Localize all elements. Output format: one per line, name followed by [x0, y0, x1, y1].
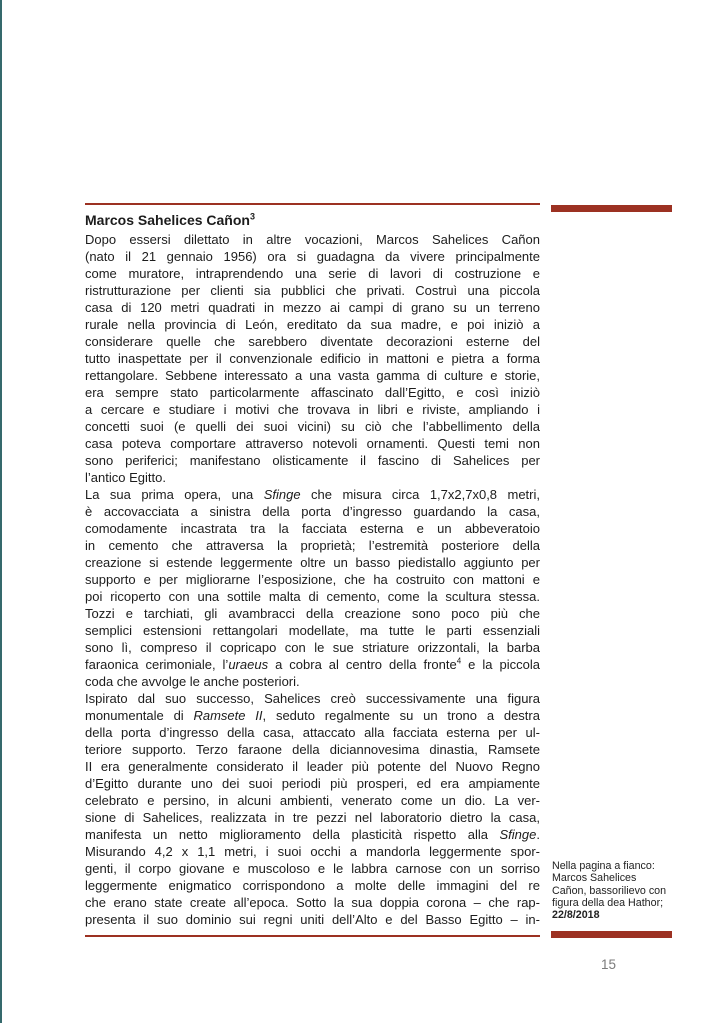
article-title: [85, 212, 255, 229]
body-line: sono periferici; manifestano olisticamente il fascino di Sahelices per: [85, 453, 540, 468]
body-line: a cercare e studiare i motivi che trovava in libri e riviste, ampliando i: [85, 402, 540, 417]
body-line: Dopo essersi dilettato in altre vocazioni, Marcos Sahelices Cañon: [85, 232, 540, 247]
page-edge-bar: [0, 0, 2, 1023]
caption-line: 22/8/2018: [552, 909, 600, 922]
body-line: sione di Sahelices, realizzata in tre pezzi nel laboratorio dietro la casa,: [85, 810, 540, 825]
caption-line: figura della dea Hathor;: [552, 896, 664, 909]
body-line: Ispirato dal suo successo, Sahelices creò successivamente una figura: [85, 691, 540, 706]
body-line: rurale nella provincia di León, ereditato da sua madre, e poi iniziò a: [85, 317, 540, 332]
body-line: coda che avvolge le anche posteriori.: [85, 674, 300, 689]
body-line: casa di 120 metri quadrati in mezzo ai campi di grano su un terreno: [85, 300, 540, 315]
body-line: (nato il 21 gennaio 1956) ora si guadagna da vivere principalmente: [85, 249, 540, 264]
title-footnote-ref: 3: [249, 211, 255, 222]
page-number: 15: [601, 957, 617, 972]
body-line: ristrutturazione per clienti sia pubblici che privati. Costruì una piccola: [85, 283, 540, 298]
body-line: l’antico Egitto.: [85, 470, 166, 485]
body-line: La sua prima opera, una Sfinge che misura circa 1,7x2,7x0,8 metri,: [85, 487, 540, 502]
body-line: manifesta un netto miglioramento della plasticità rispetto alla Sfinge.: [85, 827, 540, 842]
body-line: semplici estensioni rettangolari modellate, ma tutte le parti essenziali: [85, 623, 540, 638]
body-line: II era generalmente considerato il leader più potente del Nuovo Regno: [85, 759, 540, 774]
body-line: come muratore, intraprendendo una serie di lavori di costruzione e: [85, 266, 540, 281]
body-line: celebrato e persino, in alcuni ambienti, venerato come un dio. La ver-: [85, 793, 540, 808]
bottom-rule: [85, 935, 540, 937]
article-title-text: Marcos Sahelices Cañon: [85, 212, 250, 228]
body-line: era sempre stato particolarmente affascinato dall’Egitto, e così iniziò: [85, 385, 540, 400]
top-rule: [85, 203, 540, 205]
body-line: genti, il corpo giovane e muscoloso e le labbra carnose con un sorriso: [85, 861, 540, 876]
caption-line: Cañon, bassorilievo con: [552, 884, 667, 897]
body-line: presenta il suo dominio sui regni uniti dell’Alto e del Basso Egitto – in-: [85, 912, 540, 927]
body-line: leggermente enigmatico corrispondono a molte delle immagini del re: [85, 878, 540, 893]
body-line: supporto e per migliorarne l’esposizione, che ha costruito con mattoni e: [85, 572, 540, 587]
body-line: poi ricoperto con una sottile malta di cemento, come la scultura stessa.: [85, 589, 540, 604]
body-line: monumentale di Ramsete II, seduto regalmente su un trono a destra: [85, 708, 540, 723]
body-line: teriore supporto. Terzo faraone della diciannovesima dinastia, Ramsete: [85, 742, 540, 757]
body-line: sono lì, compreso il copricapo con le sue striature orizzontali, la barba: [85, 640, 540, 655]
caption-line: Nella pagina a fianco:: [552, 860, 655, 872]
body-line: Misurando 4,2 x 1,1 metri, i suoi occhi a mandorla leggermente spor-: [85, 844, 540, 859]
body-line: tutto inaspettate per il convenzionale edificio in mattoni e pietra a forma: [85, 351, 540, 366]
body-line: d’Egitto durante uno dei suoi periodi più prosperi, ed era ampiamente: [85, 776, 540, 791]
margin-caption: [552, 860, 687, 921]
body-line: in cemento che attraversa la proprietà; l’estremità posteriore della: [85, 538, 540, 553]
body-line: faraonica cerimoniale, l’uraeus a cobra al centro della fronte$^4$ e la piccola: [85, 656, 540, 672]
body-line: rettangolare. Sebbene interessato a una vasta gamma di culture e storie,: [85, 368, 540, 383]
body-line: che erano state create all’epoca. Sotto la sua doppia corona – che rap-: [85, 895, 540, 910]
body-line: considerare quelle che sarebbero diventate decorazioni esterne del: [85, 334, 540, 349]
body-line: Tozzi e tarchiati, gli avambracci della creazione sono poco più che: [85, 606, 540, 621]
caption-line: Marcos Sahelices: [552, 872, 637, 885]
body-line: casa poteva comportare attraverso notevoli ornamenti. Questi temi non: [85, 436, 540, 451]
body-line: della porta d’ingresso della casa, attaccato alla facciata esterna per ul-: [85, 725, 540, 740]
sidebar-bottom-bar: [551, 931, 672, 938]
body-line: creazione si estende leggermente oltre un basso piedistallo aggiunto per: [85, 555, 540, 570]
body-line: è accovacciata a sinistra della porta d’ingresso guardando la casa,: [85, 504, 540, 519]
body-line: comodamente incastrata tra la facciata esterna e un abbeveratoio: [85, 521, 540, 536]
body-line: concetti suoi (e quelli dei suoi vicini) su ciò che l’abbellimento della: [85, 419, 540, 434]
article-body: [85, 231, 540, 928]
sidebar-top-bar: [551, 205, 672, 212]
